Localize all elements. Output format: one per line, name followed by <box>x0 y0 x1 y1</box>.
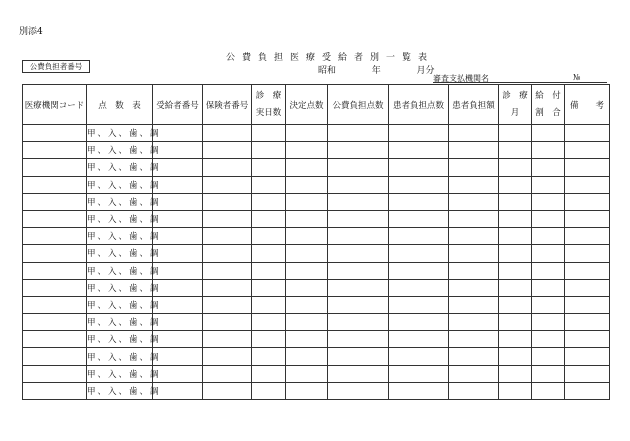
table-cell[interactable] <box>328 142 389 159</box>
table-cell[interactable] <box>565 348 610 365</box>
table-cell[interactable] <box>499 245 532 262</box>
points-table-type-cell[interactable]: 甲、入、歯、調 <box>87 296 153 313</box>
table-row <box>23 348 610 365</box>
period-line <box>318 63 435 76</box>
table-cell[interactable] <box>389 176 449 193</box>
points-table-type-cell[interactable]: 甲、入、歯、調 <box>87 382 153 399</box>
table-row <box>23 314 610 331</box>
points-table-type-cell[interactable]: 甲、入、歯、調 <box>87 365 153 382</box>
points-table-type-cell[interactable]: 甲、入、歯、調 <box>87 176 153 193</box>
reviewer-label: 審査支払機関名 <box>433 74 489 83</box>
table-cell[interactable] <box>328 348 389 365</box>
table-cell[interactable] <box>499 193 532 210</box>
table-cell[interactable] <box>565 382 610 399</box>
table-cell[interactable] <box>565 193 610 210</box>
table-cell[interactable] <box>23 228 87 245</box>
table-cell[interactable] <box>286 262 328 279</box>
table-cell[interactable] <box>23 262 87 279</box>
table-cell[interactable] <box>328 228 389 245</box>
table-body <box>23 125 610 400</box>
table-cell[interactable] <box>389 296 449 313</box>
table-cell[interactable] <box>449 245 499 262</box>
table-cell[interactable] <box>565 279 610 296</box>
table-cell[interactable] <box>23 279 87 296</box>
table-row <box>23 279 610 296</box>
points-table-type-cell[interactable]: 甲、入、歯、調 <box>87 193 153 210</box>
table-cell[interactable] <box>449 296 499 313</box>
col-points-table: 点 数 表 <box>87 85 153 125</box>
table-cell[interactable] <box>23 176 87 193</box>
table-cell[interactable] <box>286 228 328 245</box>
table-cell[interactable] <box>252 331 286 348</box>
table-cell[interactable] <box>252 365 286 382</box>
reviewer-underline <box>433 82 607 83</box>
col-code: 医療機関コード <box>23 85 87 125</box>
table-cell[interactable] <box>252 176 286 193</box>
table-row <box>23 382 610 399</box>
table-cell[interactable] <box>449 314 499 331</box>
table-cell[interactable] <box>203 296 252 313</box>
table-cell[interactable] <box>449 262 499 279</box>
table-cell[interactable] <box>203 159 252 176</box>
table-cell[interactable] <box>449 228 499 245</box>
table-header-row <box>23 85 610 125</box>
table-cell[interactable] <box>499 348 532 365</box>
table-cell[interactable] <box>328 245 389 262</box>
col-recipient-no: 受給者番号 <box>153 85 203 125</box>
table-row <box>23 245 610 262</box>
table-cell[interactable] <box>286 365 328 382</box>
table-cell[interactable] <box>532 331 565 348</box>
table-cell[interactable] <box>328 193 389 210</box>
table-cell[interactable] <box>23 159 87 176</box>
table-cell[interactable] <box>499 142 532 159</box>
points-table-type-cell[interactable]: 甲、入、歯、調 <box>87 331 153 348</box>
points-table-type-cell[interactable]: 甲、入、歯、調 <box>87 142 153 159</box>
table-cell[interactable] <box>389 142 449 159</box>
table-cell[interactable] <box>328 365 389 382</box>
table-cell[interactable] <box>532 210 565 227</box>
table-cell[interactable] <box>23 296 87 313</box>
table-cell[interactable] <box>286 331 328 348</box>
table-cell[interactable] <box>565 125 610 142</box>
table-cell[interactable] <box>449 365 499 382</box>
table-cell[interactable] <box>565 228 610 245</box>
table-cell[interactable] <box>23 210 87 227</box>
table-cell[interactable] <box>203 348 252 365</box>
table-row <box>23 228 610 245</box>
table-cell[interactable] <box>532 262 565 279</box>
table-cell[interactable] <box>328 314 389 331</box>
table-cell[interactable] <box>328 382 389 399</box>
table-cell[interactable] <box>389 382 449 399</box>
table-cell[interactable] <box>23 142 87 159</box>
table-cell[interactable] <box>203 279 252 296</box>
table-cell[interactable] <box>252 193 286 210</box>
table-cell[interactable] <box>203 228 252 245</box>
table-cell[interactable] <box>499 176 532 193</box>
public-payer-number-box: 公費負担者番号 <box>22 60 90 73</box>
table-cell[interactable] <box>532 348 565 365</box>
points-table-type-cell[interactable]: 甲、入、歯、調 <box>87 279 153 296</box>
table-cell[interactable] <box>532 365 565 382</box>
table-cell[interactable] <box>286 159 328 176</box>
table-cell[interactable] <box>565 314 610 331</box>
table-cell[interactable] <box>203 210 252 227</box>
table-cell[interactable] <box>328 262 389 279</box>
table-cell[interactable] <box>23 365 87 382</box>
points-table-type-cell[interactable]: 甲、入、歯、調 <box>87 348 153 365</box>
month-unit: 月分 <box>416 66 435 76</box>
table-cell[interactable] <box>286 348 328 365</box>
table-cell[interactable] <box>449 125 499 142</box>
table-cell[interactable] <box>286 314 328 331</box>
table-cell[interactable] <box>532 159 565 176</box>
table-cell[interactable] <box>252 245 286 262</box>
table-cell[interactable] <box>252 348 286 365</box>
col-days: 診 療 実日数 <box>252 85 286 125</box>
table-cell[interactable] <box>565 176 610 193</box>
table-cell[interactable] <box>389 125 449 142</box>
table-cell[interactable] <box>499 314 532 331</box>
points-table-type-cell[interactable]: 甲、入、歯、調 <box>87 245 153 262</box>
table-cell[interactable] <box>565 331 610 348</box>
table-cell[interactable] <box>532 193 565 210</box>
table-cell[interactable] <box>532 314 565 331</box>
table-cell[interactable] <box>449 210 499 227</box>
table-cell[interactable] <box>532 296 565 313</box>
table-cell[interactable] <box>565 262 610 279</box>
points-table-type-cell[interactable]: 甲、入、歯、調 <box>87 314 153 331</box>
table-cell[interactable] <box>532 125 565 142</box>
recipient-table <box>22 84 610 400</box>
table-cell[interactable] <box>23 125 87 142</box>
table-cell[interactable] <box>499 228 532 245</box>
table-cell[interactable] <box>328 279 389 296</box>
era-label: 昭和 <box>318 66 337 76</box>
number-label: № <box>573 73 581 82</box>
table-cell[interactable] <box>389 365 449 382</box>
table-cell[interactable] <box>389 210 449 227</box>
page-title: 公費負担医療受給者別一覧表 <box>225 53 434 63</box>
table-cell[interactable] <box>389 348 449 365</box>
table-cell[interactable] <box>23 382 87 399</box>
table-cell[interactable] <box>532 382 565 399</box>
table-cell[interactable] <box>389 262 449 279</box>
table-cell[interactable] <box>252 314 286 331</box>
table-cell[interactable] <box>499 125 532 142</box>
year-unit: 年 <box>371 66 381 76</box>
annex-label: 別添4 <box>19 27 43 37</box>
table-cell[interactable] <box>203 262 252 279</box>
table-cell[interactable] <box>389 245 449 262</box>
table-cell[interactable] <box>565 245 610 262</box>
table-cell[interactable] <box>23 348 87 365</box>
table-cell[interactable] <box>499 365 532 382</box>
table-row <box>23 159 610 176</box>
table-cell[interactable] <box>252 210 286 227</box>
table-cell[interactable] <box>252 279 286 296</box>
table-cell[interactable] <box>328 210 389 227</box>
table-cell[interactable] <box>252 262 286 279</box>
table-cell[interactable] <box>203 365 252 382</box>
table-cell[interactable] <box>389 314 449 331</box>
table-cell[interactable] <box>203 314 252 331</box>
table-cell[interactable] <box>565 159 610 176</box>
points-table-type-cell[interactable]: 甲、入、歯、調 <box>87 125 153 142</box>
table-cell[interactable] <box>286 245 328 262</box>
table-row <box>23 262 610 279</box>
col-public-points: 公費負担点数 <box>328 85 389 125</box>
table-cell[interactable] <box>23 193 87 210</box>
table-row <box>23 365 610 382</box>
table-cell[interactable] <box>449 142 499 159</box>
table-cell[interactable] <box>286 296 328 313</box>
table-cell[interactable] <box>286 193 328 210</box>
table-cell[interactable] <box>449 382 499 399</box>
col-month: 診 療 月 <box>499 85 532 125</box>
table-cell[interactable] <box>203 142 252 159</box>
table-cell[interactable] <box>499 279 532 296</box>
table-cell[interactable] <box>449 193 499 210</box>
table-cell[interactable] <box>499 331 532 348</box>
table-row <box>23 210 610 227</box>
table-cell[interactable] <box>252 142 286 159</box>
table-cell[interactable] <box>532 142 565 159</box>
table-cell[interactable] <box>328 296 389 313</box>
points-table-type-cell[interactable]: 甲、入、歯、調 <box>87 210 153 227</box>
col-decided-points: 決定点数 <box>286 85 328 125</box>
table-cell[interactable] <box>23 245 87 262</box>
col-insurer-no: 保険者番号 <box>203 85 252 125</box>
table-cell[interactable] <box>286 125 328 142</box>
table-cell[interactable] <box>286 382 328 399</box>
table-cell[interactable] <box>203 382 252 399</box>
table-cell[interactable] <box>499 159 532 176</box>
table-cell[interactable] <box>252 159 286 176</box>
table-cell[interactable] <box>532 245 565 262</box>
table-cell[interactable] <box>389 331 449 348</box>
table-cell[interactable] <box>328 125 389 142</box>
table-cell[interactable] <box>252 125 286 142</box>
table-cell[interactable] <box>252 296 286 313</box>
table-row <box>23 331 610 348</box>
table-cell[interactable] <box>389 159 449 176</box>
table-cell[interactable] <box>23 314 87 331</box>
col-ratio: 給 付 割 合 <box>532 85 565 125</box>
table-cell[interactable] <box>389 228 449 245</box>
table-cell[interactable] <box>565 365 610 382</box>
table-cell[interactable] <box>203 176 252 193</box>
table-cell[interactable] <box>532 176 565 193</box>
table-cell[interactable] <box>565 210 610 227</box>
table-cell[interactable] <box>499 262 532 279</box>
table-cell[interactable] <box>389 193 449 210</box>
table-cell[interactable] <box>499 210 532 227</box>
points-table-type-cell[interactable]: 甲、入、歯、調 <box>87 228 153 245</box>
table-cell[interactable] <box>328 159 389 176</box>
points-table-type-cell[interactable]: 甲、入、歯、調 <box>87 262 153 279</box>
col-remarks: 備 考 <box>565 85 610 125</box>
table-cell[interactable] <box>286 210 328 227</box>
table-cell[interactable] <box>286 176 328 193</box>
table-cell[interactable] <box>499 382 532 399</box>
table-cell[interactable] <box>499 296 532 313</box>
table-cell[interactable] <box>286 142 328 159</box>
table-cell[interactable] <box>203 331 252 348</box>
table-cell[interactable] <box>252 228 286 245</box>
col-patient-amount: 患者負担額 <box>449 85 499 125</box>
table-cell[interactable] <box>203 193 252 210</box>
table-row <box>23 176 610 193</box>
table-cell[interactable] <box>449 176 499 193</box>
table-cell[interactable] <box>203 245 252 262</box>
table-cell[interactable] <box>565 296 610 313</box>
table-cell[interactable] <box>389 279 449 296</box>
table-row <box>23 142 610 159</box>
table-row <box>23 193 610 210</box>
col-patient-points: 患者負担点数 <box>389 85 449 125</box>
table-cell[interactable] <box>23 331 87 348</box>
table-cell[interactable] <box>449 279 499 296</box>
table-cell[interactable] <box>532 228 565 245</box>
table-row <box>23 125 610 142</box>
table-row <box>23 296 610 313</box>
table-cell[interactable] <box>449 159 499 176</box>
table-cell[interactable] <box>449 348 499 365</box>
table-cell[interactable] <box>203 125 252 142</box>
table-cell[interactable] <box>328 176 389 193</box>
table-cell[interactable] <box>532 279 565 296</box>
table-cell[interactable] <box>328 331 389 348</box>
points-table-type-cell[interactable]: 甲、入、歯、調 <box>87 159 153 176</box>
table-cell[interactable] <box>286 279 328 296</box>
table-cell[interactable] <box>449 331 499 348</box>
table-cell[interactable] <box>252 382 286 399</box>
table-cell[interactable] <box>565 142 610 159</box>
